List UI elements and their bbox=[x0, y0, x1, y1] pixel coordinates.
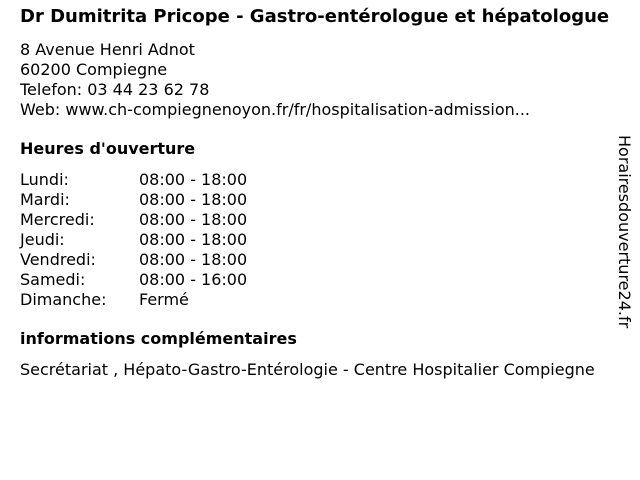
hours-row-wednesday bbox=[20, 210, 610, 230]
hours-row-tuesday bbox=[20, 190, 610, 210]
address-street: 8 Avenue Henri Adnot bbox=[20, 40, 195, 59]
info-text: Secrétariat , Hépato-Gastro-Entérologie - Centre Hospitalier Compiegne bbox=[20, 360, 595, 379]
day-label: Lundi: bbox=[20, 170, 69, 189]
phone-number[interactable]: Telefon: 03 44 23 62 78 bbox=[20, 80, 210, 99]
time-value: 08:00 - 18:00 bbox=[139, 170, 248, 189]
hours-table bbox=[20, 170, 610, 310]
day-label: Jeudi: bbox=[20, 230, 65, 249]
brand-watermark: Horairesdouverture24.fr bbox=[615, 135, 634, 329]
time-value: 08:00 - 18:00 bbox=[139, 250, 248, 269]
day-label: Vendredi: bbox=[20, 250, 96, 269]
day-label: Mercredi: bbox=[20, 210, 95, 229]
time-value: 08:00 - 18:00 bbox=[139, 230, 248, 249]
time-value: 08:00 - 16:00 bbox=[139, 270, 248, 289]
page-title: Dr Dumitrita Pricope - Gastro-entérologue et hépatologue bbox=[20, 6, 610, 27]
day-label: Samedi: bbox=[20, 270, 86, 289]
time-value: 08:00 - 18:00 bbox=[139, 190, 248, 209]
hours-heading: Heures d'ouverture bbox=[20, 139, 196, 158]
website-link[interactable]: Web: www.ch-compiegnenoyon.fr/fr/hospitalisation-admission... bbox=[20, 100, 531, 119]
listing-card bbox=[20, 7, 610, 380]
hours-row-friday bbox=[20, 250, 610, 270]
day-label: Dimanche: bbox=[20, 290, 107, 309]
hours-row-monday bbox=[20, 170, 610, 190]
hours-row-thursday bbox=[20, 230, 610, 250]
hours-row-saturday bbox=[20, 270, 610, 290]
address-block bbox=[20, 40, 610, 120]
address-city: 60200 Compiegne bbox=[20, 60, 168, 79]
info-heading: informations complémentaires bbox=[20, 329, 297, 348]
day-label: Mardi: bbox=[20, 190, 70, 209]
time-value: 08:00 - 18:00 bbox=[139, 210, 248, 229]
time-value: Fermé bbox=[139, 290, 189, 309]
hours-row-sunday bbox=[20, 290, 610, 310]
